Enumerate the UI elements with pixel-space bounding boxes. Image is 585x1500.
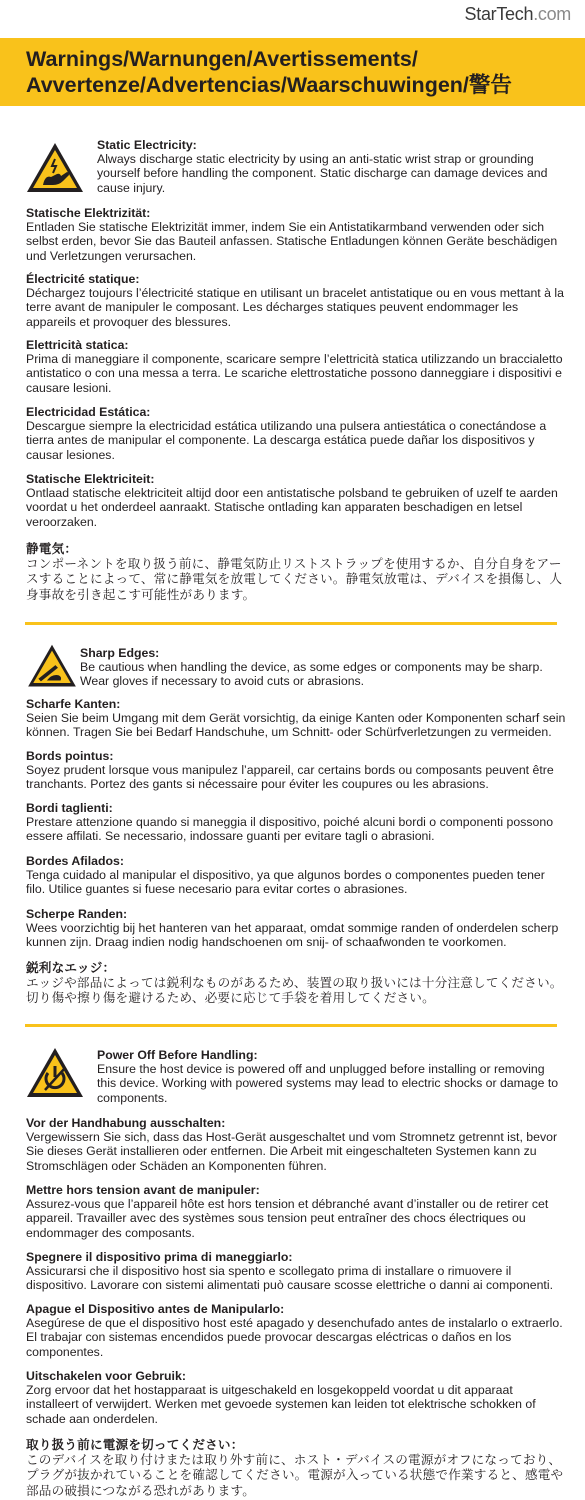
block-heading: Scherpe Randen: bbox=[26, 907, 128, 921]
lead-body: Be cautious when handling the device, as some edges or components may be sharp. Wear gloves if necessary to avoid cuts or abrasions. bbox=[80, 660, 543, 689]
lead-heading: Power Off Before Handling: bbox=[97, 1048, 258, 1062]
block-body: Zorg ervoor dat het hostapparaat is uitgeschakeld en losgekoppeld voordat u dit apparaat installeert of verwijdert. Werken met gevoede systemen kan leiden tot elektrische schokken of schade aan onderdelen. bbox=[26, 1383, 536, 1426]
section-divider bbox=[25, 1024, 557, 1027]
sharp-edge-cut-hand-icon bbox=[25, 643, 79, 689]
block-body: Wees voorzichtig bij het hanteren van het apparaat, omdat sommige randen of onderdelen scherp kunnen zijn. Draag indien nodig handschoenen om snij- of schaafwonden te voorkomen. bbox=[26, 921, 559, 950]
block-heading: Vor der Handhabung ausschalten: bbox=[26, 1116, 226, 1130]
block-body: Tenga cuidado al manipular el dispositivo, ya que algunos bordes o componentes pueden tener filo. Utilice guantes si fuese necesario para evitar cortes o abrasiones. bbox=[26, 868, 545, 897]
block-it bbox=[26, 1250, 566, 1293]
block-heading: Bords pointus: bbox=[26, 749, 114, 763]
block-body: Ontlaad statische elektriciteit altijd door een antistatische polsband te gebruiken of uzelf te aarden voordat u het onderdeel aanraakt. Statische ontlading kan apparaten beschadigen en letsel veroorzaken. bbox=[26, 486, 558, 529]
block-heading: Scharfe Kanten: bbox=[26, 697, 121, 711]
block-es bbox=[26, 854, 566, 897]
block-de bbox=[26, 697, 566, 740]
block-heading: Bordi taglienti: bbox=[26, 801, 113, 815]
block-de bbox=[26, 1116, 566, 1173]
block-body: Asegúrese de que el dispositivo host esté apagado y desenchufado antes de instalarlo o extraerlo. El trabajar con sistemas encendidos puede provocar descargas eléctricas o daños en los componentes. bbox=[26, 1316, 563, 1359]
block-ja bbox=[26, 542, 566, 603]
block-body: Entladen Sie statische Elektrizität immer, indem Sie ein Antistatikarmband verwenden oder sich selbst erden, bevor Sie das Bauteil anfassen. Statische Entladungen können Geräte beschädigen und Verletzungen verursachen. bbox=[26, 220, 558, 263]
logo-suffix: .com bbox=[533, 4, 571, 24]
lead-body: Ensure the host device is powered off and unplugged before installing or removing this device. Working with powered systems may lead to electric shocks or damage to components. bbox=[97, 1062, 559, 1105]
block-heading: Statische Elektrizität: bbox=[26, 206, 151, 220]
block-body: このデバイスを取り付けまたは取り外す前に、ホスト・デバイスの電源がオフになっており、プラグが抜かれていることを確認してください。電源が入っている状態で作業すると、感電や部品の破損につながる恐れがあります。 bbox=[26, 1453, 564, 1498]
power-off-icon bbox=[25, 1046, 85, 1100]
block-heading: 鋭利なエッジ： bbox=[26, 961, 116, 975]
block-heading: Spegnere il dispositivo prima di maneggiarlo: bbox=[26, 1250, 293, 1264]
block-es bbox=[26, 405, 566, 462]
banner-title-line1: Warnings/Warnungen/Avertissements/ bbox=[26, 47, 418, 71]
startech-logo bbox=[465, 4, 571, 25]
block-es bbox=[26, 1302, 566, 1359]
block-ja bbox=[26, 961, 566, 1007]
block-nl bbox=[26, 472, 566, 529]
block-body: Prima di maneggiare il componente, scaricare sempre l’elettricità statica utilizzando un braccialetto antistatico o con una messa a terra. Le scariche elettrostatiche possono danneggiare i dispositivi e causare lesioni. bbox=[26, 352, 563, 395]
block-body: Descargue siempre la electricidad estática utilizando una pulsera antiestática o conectándose a tierra antes de manipular el componente. La descarga estática puede dañar los dispositivos y causar lesiones. bbox=[26, 419, 547, 462]
block-body: エッジや部品によっては鋭利なものがあるため、装置の取り扱いには十分注意してください。切り傷や擦り傷を避けるため、必要に応じて手袋を着用してください。 bbox=[26, 976, 563, 1006]
block-heading: 取り扱う前に電源を切ってください： bbox=[26, 1438, 244, 1452]
lead-static-electricity bbox=[97, 138, 567, 195]
block-heading: Electricidad Estática: bbox=[26, 405, 151, 419]
lead-heading: Static Electricity: bbox=[97, 138, 197, 152]
block-nl bbox=[26, 1369, 566, 1426]
block-fr bbox=[26, 749, 566, 792]
block-body: Prestare attenzione quando si maneggia il dispositivo, poiché alcuni bordi o componenti possono essere affilati. Se necessario, indossare guanti per evitare tagli o abrasioni. bbox=[26, 815, 554, 844]
block-body: Déchargez toujours l’électricité statique en utilisant un bracelet antistatique ou en vous mettant à la terre avant de manipuler le composant. Les décharges statiques peuvent endommager les appareils et provoquer des blessures. bbox=[26, 286, 564, 329]
lead-power-off bbox=[97, 1048, 567, 1105]
block-heading: 静電気： bbox=[26, 542, 78, 556]
block-heading: Électricité statique: bbox=[26, 272, 140, 286]
block-nl bbox=[26, 907, 566, 950]
block-heading: Statische Elektriciteit: bbox=[26, 472, 155, 486]
block-heading: Mettre hors tension avant de manipuler: bbox=[26, 1183, 260, 1197]
lead-heading: Sharp Edges: bbox=[80, 646, 160, 660]
lead-body: Always discharge static electricity by using an anti-static wrist strap or grounding yourself before handling the component. Static discharge can damage devices and cause injury. bbox=[97, 152, 548, 195]
section-divider bbox=[25, 622, 557, 625]
block-heading: Bordes Afilados: bbox=[26, 854, 124, 868]
block-body: コンポーネントを取り扱う前に、静電気防止リストストラップを使用するか、自分自身をアースすることによって、常に静電気を放電してください。静電気放電は、デバイスを損傷し、人身事故を引き起こす可能性があります。 bbox=[26, 557, 563, 602]
block-body: Assicurarsi che il dispositivo host sia spento e scollegato prima di installare o rimuovere il dispositivo. Lavorare con sistemi alimentati può causare scosse elettriche o danni ai componenti. bbox=[26, 1264, 553, 1293]
block-heading: Uitschakelen voor Gebruik: bbox=[26, 1369, 186, 1383]
block-de bbox=[26, 206, 566, 263]
block-heading: Elettricità statica: bbox=[26, 338, 129, 352]
static-electricity-hand-icon bbox=[25, 141, 85, 195]
block-heading: Apague el Dispositivo antes de Manipularlo: bbox=[26, 1302, 285, 1316]
lead-sharp-edges bbox=[80, 646, 550, 689]
block-body: Soyez prudent lorsque vous manipulez l’appareil, car certains bords ou composants peuvent être tranchants. Portez des gants si nécessaire pour éviter les coupures ou les abrasions. bbox=[26, 763, 554, 792]
block-it bbox=[26, 338, 566, 395]
block-body: Seien Sie beim Umgang mit dem Gerät vorsichtig, da einige Kanten oder Komponenten scharf sein können. Tragen Sie bei Bedarf Handschuhe, um Schnitt- oder Schürfverletzungen zu vermeiden. bbox=[26, 711, 566, 740]
block-ja bbox=[26, 1438, 566, 1499]
block-body: Vergewissern Sie sich, dass das Host-Gerät ausgeschaltet und vom Stromnetz getrennt ist, bevor Sie dieses Gerät installieren oder entfernen. Die Arbeit mit eingeschalteten Systemen kann zu Stromschlägen oder Schäden an Komponenten führen. bbox=[26, 1130, 558, 1173]
block-it bbox=[26, 801, 566, 844]
logo-text: StarTech bbox=[464, 4, 534, 24]
block-body: Assurez-vous que l’appareil hôte est hors tension et débranché avant d’installer ou de retirer cet appareil. Travailler avec des systèmes sous tension peut entraîner des chocs électriques ou endommager des composants. bbox=[26, 1197, 549, 1240]
banner-title bbox=[26, 46, 566, 98]
warnings-banner bbox=[0, 38, 585, 106]
banner-title-line2: Avvertenze/Advertencias/Waarschuwingen/警告 bbox=[26, 73, 512, 97]
block-fr bbox=[26, 272, 566, 329]
block-fr bbox=[26, 1183, 566, 1240]
